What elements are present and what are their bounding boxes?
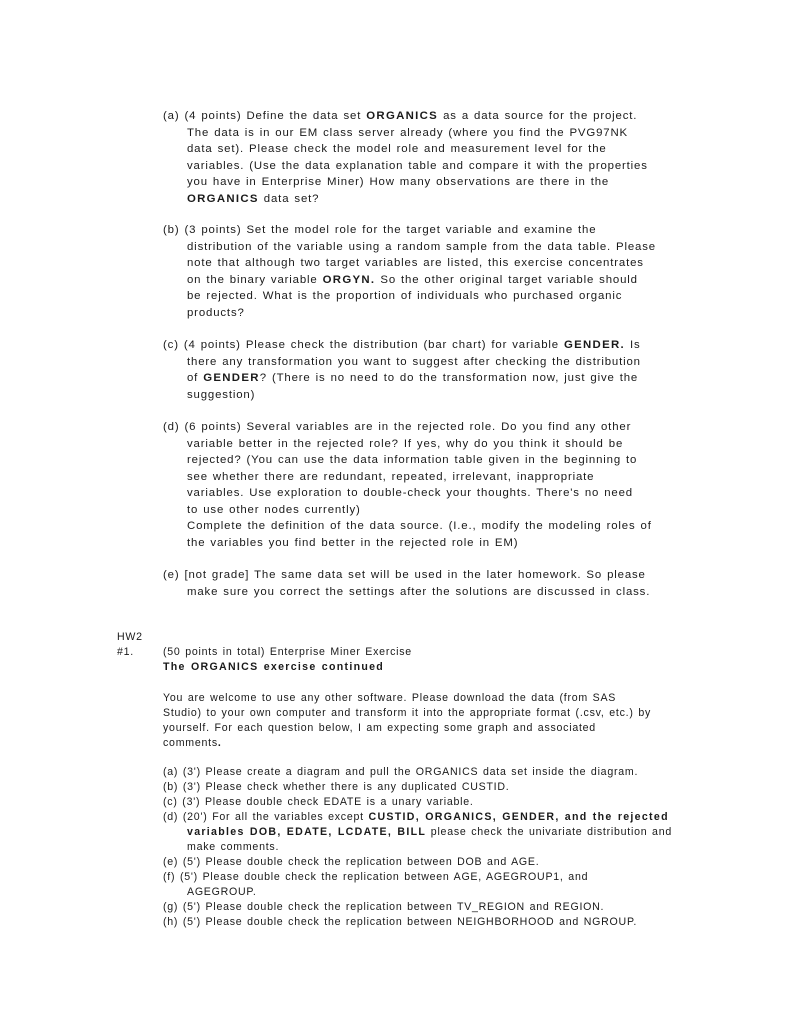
line: the variables you find better in the rejected role in EM) [187, 536, 519, 549]
question-line: (b) (3') Please check whether there is any duplicated CUSTID. [163, 781, 510, 793]
exercise-header [163, 645, 693, 675]
line: note that although two target variables are listed, this exercise concentrates [187, 257, 644, 269]
exercise-instructions [163, 691, 693, 751]
question-line: AGEGROUP. [187, 886, 257, 898]
line: You are welcome to use any other software. Please download the data (from SAS [163, 692, 617, 704]
text: ? (There is no need to do the transformation now, just give the [259, 372, 639, 384]
bold-text: variables DOB, EDATE, LCDATE, BILL [187, 826, 427, 838]
text: of [187, 372, 204, 384]
line: Studio) to your own computer and transform it into the appropriate format (.csv, etc.) by [163, 707, 652, 719]
text: (d) (20') For all the variables except [163, 811, 369, 823]
exercise-intro: (50 points in total) Enterprise Miner Exercise [163, 646, 412, 658]
line: there any transformation you want to suggest after checking the distribution [187, 355, 641, 368]
line: suggestion) [187, 388, 256, 401]
exercise-title [163, 660, 693, 675]
line: The data is in our EM class server already (where you find the PVG97NK [187, 126, 628, 139]
question-b [163, 222, 693, 321]
line: (b) (3 points) Set the model role for the target variable and examine the [163, 224, 597, 236]
exercise-number: #1. [117, 646, 134, 658]
text: (c) (4 points) Please check the distribution (bar chart) for variable [163, 339, 564, 351]
text: comments [163, 737, 218, 749]
line [163, 272, 693, 289]
line: distribution of the variable using a random sample from the data table. Please [187, 240, 656, 253]
text: on the binary variable [187, 273, 323, 286]
line [163, 370, 693, 387]
text: as a data source for the project. [438, 110, 638, 122]
line [163, 736, 693, 751]
hw2-heading: HW2 [117, 631, 143, 643]
bold-text: . [217, 737, 223, 749]
line [163, 191, 693, 208]
bold-text: ORGANICS [366, 110, 439, 122]
line: Complete the definition of the data source. (I.e., modify the modeling roles of [187, 520, 652, 532]
question-d [163, 419, 693, 551]
bold-text: ORGANICS [187, 192, 259, 205]
bold-text: GENDER [203, 372, 260, 384]
line: rejected? (You can use the data information table given in the beginning to [187, 454, 638, 466]
line: variable better in the rejected role? If yes, why do you think it should be [187, 437, 624, 450]
bold-text: GENDER. [563, 339, 625, 351]
line: you have in Enterprise Miner) How many observations are there in the [187, 176, 610, 188]
question-line [163, 825, 693, 840]
line: (e) [not grade] The same data set will be used in the later homework. So please [163, 569, 646, 581]
question-line: (e) (5') Please double check the replication between DOB and AGE. [163, 856, 540, 868]
line: data set). Please check the model role and measurement level for the [187, 143, 607, 155]
text: (a) (4 points) Define the data set [163, 110, 367, 122]
line: yourself. For each question below, I am expecting some graph and associated [163, 722, 596, 734]
text: data set? [258, 192, 320, 205]
question-c [163, 337, 693, 403]
question-line [163, 810, 693, 825]
question-line: (a) (3') Please create a diagram and pull the ORGANICS data set inside the diagram. [163, 766, 639, 778]
question-line: (h) (5') Please double check the replication between NEIGHBORHOOD and NGROUP. [163, 916, 638, 928]
text: please check the univariate distribution and [426, 826, 672, 838]
question-e [163, 567, 693, 600]
question-a [163, 108, 693, 207]
question-line: make comments. [187, 841, 280, 853]
exercise-questions [163, 765, 693, 930]
text: Is [624, 339, 641, 351]
line: products? [187, 306, 245, 319]
bold-text: The ORGANICS exercise continued [163, 661, 385, 673]
line: see whether there are redundant, repeated, irrelevant, inappropriate [187, 470, 595, 483]
line [163, 337, 693, 354]
line: (d) (6 points) Several variables are in the rejected role. Do you find any other [163, 421, 632, 433]
line: be rejected. What is the proportion of individuals who purchased organic [187, 290, 623, 302]
question-line: (g) (5') Please double check the replication between TV_REGION and REGION. [163, 901, 605, 913]
line: make sure you correct the settings after the solutions are discussed in class. [187, 585, 651, 598]
bold-text: ORGYN. [322, 273, 376, 286]
line [163, 108, 693, 125]
line: to use other nodes currently) [187, 503, 361, 516]
text: So the other original target variable should [375, 273, 638, 286]
line: variables. Use exploration to double-check your thoughts. There's no need [187, 487, 633, 499]
line: variables. (Use the data explanation table and compare it with the properties [187, 159, 648, 172]
bold-text: CUSTID, ORGANICS, GENDER, and the rejected [368, 811, 669, 823]
question-line: (c) (3') Please double check EDATE is a unary variable. [163, 796, 474, 808]
question-line: (f) (5') Please double check the replication between AGE, AGEGROUP1, and [163, 871, 589, 883]
